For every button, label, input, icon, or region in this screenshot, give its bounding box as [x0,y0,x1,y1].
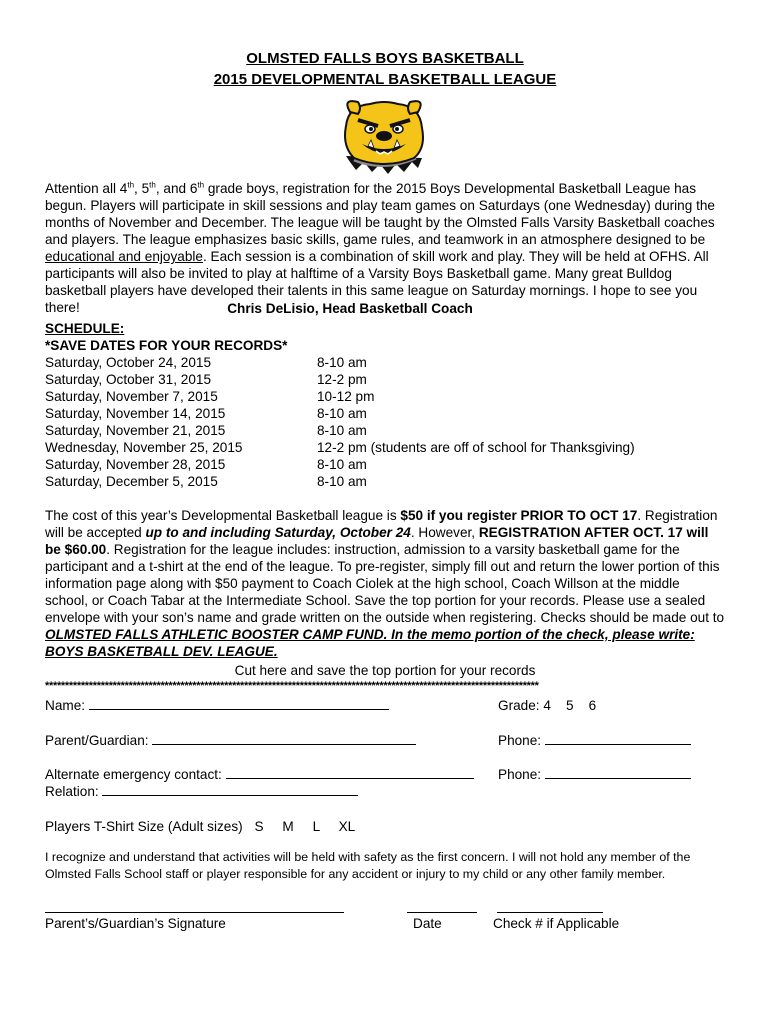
schedule-date: Saturday, November 21, 2015 [45,423,226,438]
check-number-label: Check # if Applicable [493,916,620,931]
phone2-label: Phone: [498,767,542,782]
coach-signoff: Chris DeLisio, Head Basketball Coach [227,301,473,316]
schedule-heading: SCHEDULE: [45,321,125,336]
parent-label: Parent/Guardian: [45,733,149,748]
schedule-date: Saturday, October 24, 2015 [45,355,211,370]
phone-field [498,732,691,749]
schedule-date: Saturday, October 31, 2015 [45,372,211,387]
schedule-date: Wednesday, November 25, 2015 [45,440,243,455]
name-field [45,697,389,714]
schedule-time: 12-2 pm (students are off of school for Thanksgiving) [317,440,635,455]
schedule-time: 10-12 pm [317,389,375,404]
relation-label: Relation: [45,784,99,799]
signature-label: Parent’s/Guardian’s Signature [45,916,226,931]
parent-input-line[interactable] [152,732,416,745]
phone2-input-line[interactable] [545,766,691,779]
schedule-row [45,405,725,422]
title-line-1: OLMSTED FALLS BOYS BASKETBALL [246,50,524,67]
intro-paragraph: Attention all 4th, 5th, and 6th grade boys, registration for the 2015 Boys Developmental Basketball League has begun. Players will participate in skill sessions and play team games on Saturdays (one Wednesday) during the months of November and December. The league will be taught by the Olmsted Falls Varsity Basketball coaches and players. The league emphasizes basic skills, game rules, and teamwork in an atmosphere designed to be educational and enjoyable. Each session is a combination of skill work and play. They will be held at OFHS. All participants will also be invited to play at halftime of a Varsity Boys Basketball game. Many great Bulldog basketball players have developed their talents in this same league on Saturday mornings. I hope to see you there! [45,180,715,315]
schedule-row [45,388,725,405]
bulldog-mascot-icon [336,96,432,180]
schedule-date: Saturday, December 5, 2015 [45,474,218,489]
grade-options[interactable]: 4 5 6 [543,698,597,713]
schedule-time: 8-10 am [317,355,367,370]
schedule-time: 8-10 am [317,457,367,472]
schedule-row [45,456,725,473]
signature-line[interactable] [45,912,344,913]
tshirt-size-options[interactable]: S M L XL [254,819,356,834]
phone-input-line[interactable] [545,732,691,745]
date-label: Date [413,916,442,931]
cut-instruction: Cut here and save the top portion for your records [234,663,536,678]
cut-divider: **************************************************************************************************************************** [45,680,539,692]
schedule-date: Saturday, November 28, 2015 [45,457,226,472]
check-number-line[interactable] [497,912,603,913]
cost-paragraph: The cost of this year’s Developmental Basketball league is $50 if you register PRIOR TO OCT 17. Registration will be accepted up to and including Saturday, October 24. However, REGISTRATION AFTER OCT. 17 will be $60.00. Registration for the league includes: instruction, admission to a varsity basketball game for the participant and a t-shirt at the end of the league. To pre-register, simply fill out and return the lower portion of this information page along with $50 payment to Coach Ciolek at the high school, Coach Willson at the middle school, or Coach Tabar at the Intermediate School. Save the top portion for your records. Please use a sealed envelope with your son’s name and grade written on the outside when registering. Checks should be made out to OLMSTED FALLS ATHLETIC BOOSTER CAMP FUND. In the memo portion of the check, please write: BOYS BASKETBALL DEV. LEAGUE. [45,508,725,659]
schedule-row [45,439,725,456]
title-line-2: 2015 DEVELOPMENTAL BASKETBALL LEAGUE [213,71,557,88]
relation-input-line[interactable] [102,783,358,796]
save-dates-notice: *SAVE DATES FOR YOUR RECORDS* [45,338,288,353]
schedule-date: Saturday, November 14, 2015 [45,406,226,421]
name-input-line[interactable] [89,697,389,710]
schedule-time: 12-2 pm [317,372,367,387]
schedule-time: 8-10 am [317,474,367,489]
tshirt-field [45,818,355,835]
schedule-row [45,354,725,371]
schedule-time: 8-10 am [317,406,367,421]
alternate-contact-label: Alternate emergency contact: [45,767,222,782]
waiver-text: I recognize and understand that activities will be held with safety as the first concern. I will not hold any member of the Olmsted Falls School staff or player responsible for any accident or injury to my child or any other family member. [45,850,691,881]
relation-field [45,783,358,800]
phone2-field [498,766,691,783]
phone-label: Phone: [498,733,542,748]
schedule-row [45,473,725,490]
schedule-time: 8-10 am [317,423,367,438]
parent-field [45,732,416,749]
grade-field [498,697,596,714]
schedule-row [45,371,725,388]
name-label: Name: [45,698,86,713]
schedule-date: Saturday, November 7, 2015 [45,389,218,404]
alternate-contact-input-line[interactable] [226,766,474,779]
date-line[interactable] [407,912,477,913]
schedule-row [45,422,725,439]
alternate-contact-field [45,766,474,783]
grade-label: Grade: [498,698,540,713]
tshirt-label: Players T-Shirt Size (Adult sizes) [45,819,243,834]
